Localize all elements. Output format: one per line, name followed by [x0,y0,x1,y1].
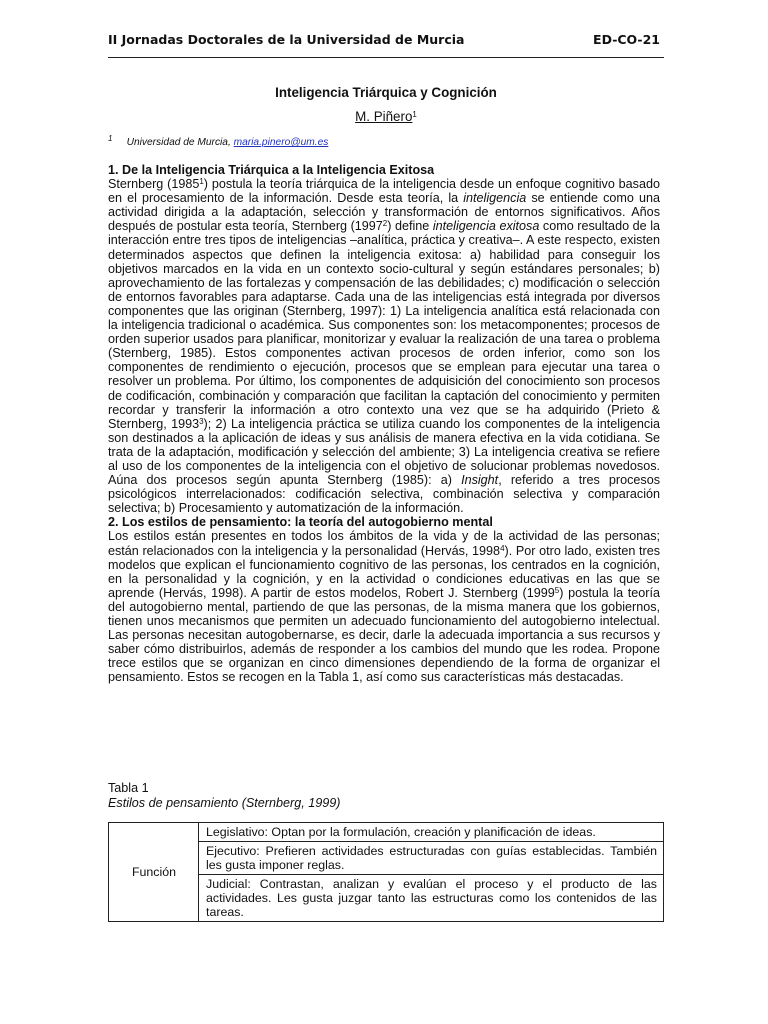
affiliation-institution: Universidad de Murcia, [126,137,234,148]
author-name: M. Piñero [355,109,413,124]
section-2-heading: 2. Los estilos de pensamiento: la teoría del autogobierno mental [108,515,493,530]
function-cell: Función [109,823,199,922]
table-caption [108,781,664,811]
judicial-cell: Judicial: Contrastan, analizan y evalúan el proceso y el producto de las actividades. Les gusta juzgar tanto las estructuras como los contenidos de las tareas. [199,875,664,922]
table-title: Estilos de pensamiento (Sternberg, 1999) [108,796,341,810]
affiliation [108,136,664,150]
executive-cell: Ejecutivo: Prefieren actividades estructuradas con guías establecidas. También les gusta imponer reglas. [199,842,664,875]
styles-table [108,822,664,922]
header-code: ED-CO-21 [593,32,660,47]
header-conference: II Jornadas Doctorales de la Universidad de Murcia [108,32,465,47]
main-text [108,163,660,684]
table-label: Tabla 1 [108,781,149,795]
email-link[interactable]: maria.pinero@um.es [233,137,329,148]
header-rule [108,57,664,58]
affiliation-superscript: 1 [108,134,113,143]
author-superscript: 1 [412,110,417,119]
paper-title: Inteligencia Triárquica y Cognición [275,85,497,100]
legislative-cell: Legislativo: Optan por la formulación, creación y planificación de ideas. [199,823,664,842]
author-line [108,110,664,124]
running-header [108,33,660,47]
section-1-heading: 1. De la Inteligencia Triárquica a la Inteligencia Exitosa [108,163,435,177]
section-2-paragraph: Los estilos están presentes en todos los ámbitos de la vida y de la actividad de las personas; están relacionados con la inteligencia y la personalidad (Hervás, 1998$^4$). Por otro lado, existen tres modelos que explican el funcionamiento cognitivo de las personas, los centrados en la cognición, en la personalidad y la cognición, y en la actividad o condiciones educativas en las que se aprende (Hervás, 1998). A partir de estos modelos, Robert J. Sternberg (1999$^5$) postula la teoría del autogobierno mental, partiendo de que las personas, de la misma manera que los gobiernos, tienen unos mecanismos que permiten un adecuado funcionamiento del autogobierno intelectual. Las personas necesitan autogobernarse, es decir, darle la adecuada importancia a sus recursos y saber cómo distribuirlos, además de responder a los cambios del mundo que les rodea. Propone trece estilos que se organizan en cinco dimensiones dependiendo de la forma de organizar el pensamiento. Estos se recogen en la Tabla 1, así como sus características más destacadas. [108,529,660,685]
table-row [109,823,664,842]
section-1-paragraph: Sternberg (1985$^1$) postula la teoría triárquica de la inteligencia desde un enfoque cognitivo basado en el procesamiento de la información. Desde esta teoría, la inteligencia se entiende como una actividad dirigida a la adaptación, selección y transformación de entornos significativos. Años después de postular esta teoría, Sternberg (1997$^2$) define inteligencia exitosa como resultado de la interacción entre tres tipos de inteligencias –analítica, práctica y creativa–. A este respecto, existen determinados aspectos que definen la inteligencia exitosa: a) habilidad para conseguir los objetivos marcados en la vida en un contexto socio-cultural y según estándares personales; b) aprovechamiento de las fortalezas y compensación de las debilidades; c) modificación o selección de entornos favorables para adaptarse. Cada una de las inteligencias está integrada por diversos componentes que las originan (Sternberg, 1997): 1) La inteligencia analítica está relacionada con la inteligencia tradicional o académica. Sus componentes son: los metacomponentes; procesos de orden superior usados para planificar, monitorizar y evaluar la realización de una tarea o problema (Sternberg, 1985). Estos componentes activan procesos de orden inferior, como son los componentes de rendimiento o ejecución, procesos que se emplean para ejecutar una tarea o resolver un problema. Por último, los componentes de adquisición del conocimiento son procesos de codificación, combinación y comparación que facilitan la captación del conocimiento y permiten recordar y transferir la información a otro contexto una vez que se ha adquirido (Prieto & Sternberg, 1993$^3$); 2) La inteligencia práctica se utiliza cuando los componentes de la inteligencia son destinados a la aplicación de ideas y sus análisis de manera efectiva en la vida cotidiana. Se trata de la adaptación, modificación y selección del ambiente; 3) La inteligencia creativa se refiere al uso de los componentes de la inteligencia con el objetivo de solucionar problemas novedosos. Aúna dos procesos según apunta Sternberg (1985): a) Insight, referido a tres procesos psicológicos interrelacionados: codificación selectiva, combinación selectiva y comparación selectiva; b) Procesamiento y automatización de la información. [108,177,661,516]
